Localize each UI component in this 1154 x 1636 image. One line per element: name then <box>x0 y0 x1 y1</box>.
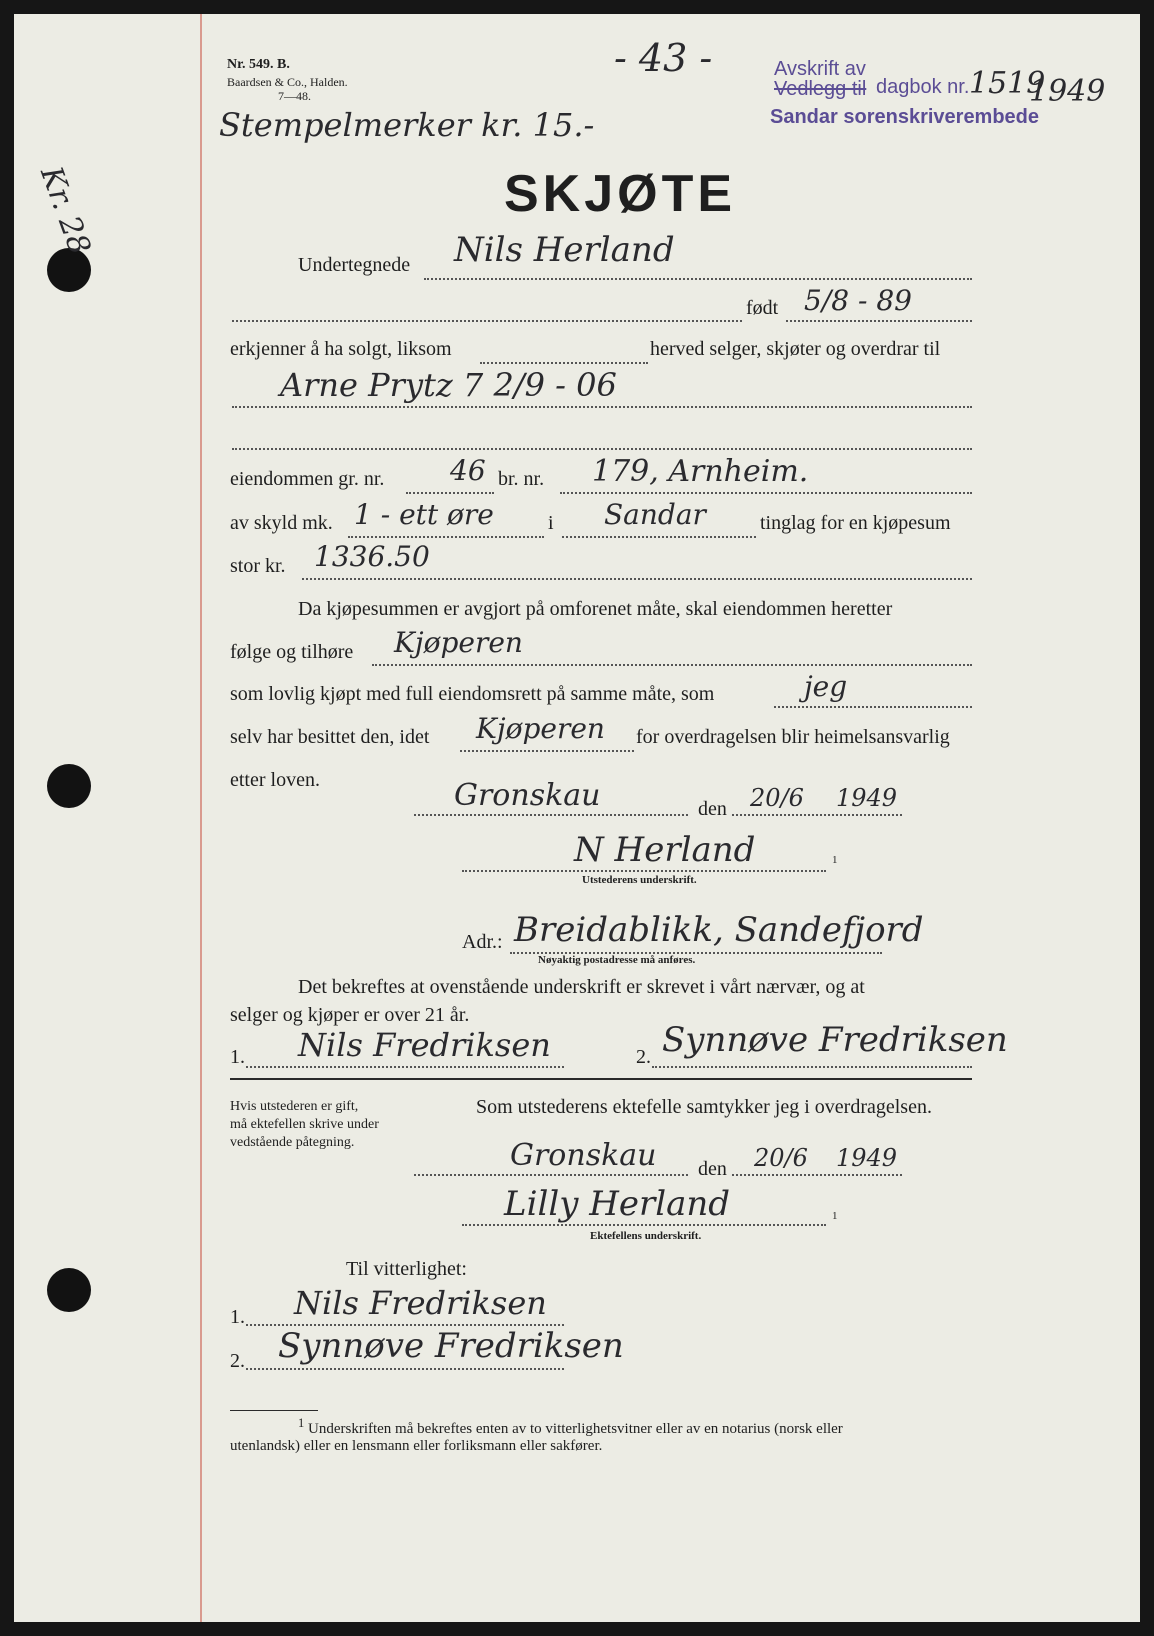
vitne-num-1: 1. <box>230 1306 245 1328</box>
spouse-consent: Som utstederens ektefelle samtykker jeg i overdragelsen. <box>476 1096 932 1118</box>
place2-line <box>414 1174 688 1176</box>
footnote-mark-2: 1 <box>832 1210 838 1222</box>
margin-line <box>200 14 202 1622</box>
folge-value: Kjøperen <box>394 626 523 659</box>
liksom-line <box>480 362 648 364</box>
year2: 1949 <box>836 1144 898 1172</box>
footnote-line-1 <box>298 1416 843 1438</box>
spouse-note-3: vedstående påtegning. <box>230 1135 355 1150</box>
year1: 1949 <box>836 784 898 812</box>
footnote-rule <box>230 1410 318 1411</box>
i-label: i <box>548 512 554 534</box>
etter-loven: etter loven. <box>230 769 320 791</box>
seller-name: Nils Herland <box>454 230 675 270</box>
lovlig-label: som lovlig kjøpt med full eiendomsrett på samme måte, som <box>230 683 715 705</box>
stamp-year: 1949 <box>1029 74 1106 109</box>
stamp-office: Sandar sorenskriverembede <box>770 106 1040 128</box>
seller-extra-line <box>232 320 742 322</box>
buyer-line <box>232 406 972 408</box>
skyld-label: av skyld mk. <box>230 512 333 534</box>
den-label-1: den <box>698 798 727 820</box>
undertegnede-label: Undertegnede <box>298 254 411 276</box>
signature1: N Herland <box>574 830 756 870</box>
skyld-value: 1 - ett øre <box>354 498 494 531</box>
gr-nr-line <box>406 492 494 494</box>
footnote-text-1: Underskriften må bekreftes enten av to vitterlighetsvitner eller av en notarius (norsk eller <box>308 1421 843 1437</box>
footnote-line-2: utenlandsk) eller en lensmann eller forliksmann eller sakfører. <box>230 1438 603 1454</box>
place2: Gronskau <box>510 1138 657 1173</box>
stamp-number: 1519 <box>969 66 1046 101</box>
margin-note: Kr. 28 <box>33 162 98 260</box>
divider-rule <box>230 1078 972 1080</box>
lovlig-line <box>774 706 972 708</box>
adr-label: Adr.: <box>462 931 503 953</box>
vitterlighet-label: Til vitterlighet: <box>346 1258 467 1280</box>
selv-value: Kjøperen <box>476 712 605 745</box>
eiendommen-label: eiendommen gr. nr. <box>230 468 385 490</box>
para-line-1: Da kjøpesummen er avgjort på omforenet måte, skal eiendommen heretter <box>298 598 893 620</box>
witness2-signature: Synnøve Fredriksen <box>662 1020 1008 1060</box>
document-page <box>14 14 1140 1622</box>
buyer-name: Arne Prytz 7 2/9 - 06 <box>280 366 617 404</box>
bekreftes-line-2: selger og kjøper er over 21 år. <box>230 1004 470 1026</box>
tinglag-label: tinglag for en kjøpesum <box>760 512 951 534</box>
footnote-mark-1: 1 <box>832 854 838 866</box>
signature1-line <box>462 870 826 872</box>
punch-hole <box>47 1268 91 1312</box>
spouse-signature: Lilly Herland <box>504 1184 731 1224</box>
fodt-label: født <box>746 297 779 319</box>
address: Breidablikk, Sandefjord <box>514 910 924 950</box>
stamp-fee-note: Stempelmerker kr. 15.- <box>219 106 595 144</box>
stor-kr-label: stor kr. <box>230 555 286 577</box>
selv-line <box>460 750 634 752</box>
page-number: - 43 - <box>614 36 713 80</box>
herved-label: herved selger, skjøter og overdrar til <box>650 338 941 360</box>
den-label-2: den <box>698 1158 727 1180</box>
date2-line <box>732 1174 902 1176</box>
erkjenner-label: erkjenner å ha solgt, liksom <box>230 338 452 360</box>
printer-name: Baardsen & Co., Halden. <box>227 75 348 89</box>
spouse-note-1: Hvis utstederen er gift, <box>230 1099 359 1114</box>
seller-birth: 5/8 - 89 <box>804 284 912 317</box>
bekreftes-line-1: Det bekreftes at ovenstående underskrift er skrevet i vårt nærvær, og at <box>298 976 865 998</box>
place1-line <box>414 814 688 816</box>
witness-num-1: 1. <box>230 1046 245 1068</box>
witness1-line <box>246 1066 564 1068</box>
sig-caption-1: Utstederens underskrift. <box>582 874 697 886</box>
punch-hole <box>47 764 91 808</box>
place1: Gronskau <box>454 778 601 813</box>
tinglag-value: Sandar <box>604 498 706 531</box>
form-number: Nr. 549. B. <box>227 57 290 72</box>
seller-name-line <box>424 278 972 280</box>
date1: 20/6 <box>750 784 804 812</box>
witness-num-2: 2. <box>636 1046 651 1068</box>
stamp-dagbok-label: dagbok nr. <box>876 76 970 98</box>
price-line <box>302 578 972 580</box>
date2: 20/6 <box>754 1144 808 1172</box>
lovlig-value: jeg <box>804 670 848 703</box>
spouse-signature-line <box>462 1224 826 1226</box>
witness1-signature: Nils Fredriksen <box>298 1026 551 1064</box>
br-nr-label: br. nr. <box>498 468 545 490</box>
footnote-mark-3: 1 <box>298 1416 305 1430</box>
br-nr: 179, Arnheim. <box>592 454 809 489</box>
gr-nr: 46 <box>450 454 486 487</box>
vitne2-line <box>246 1368 564 1370</box>
buyer-line-2 <box>232 448 972 450</box>
date1-line <box>732 814 902 816</box>
vitne1-signature: Nils Fredriksen <box>294 1284 547 1322</box>
witness2-line <box>652 1066 972 1068</box>
print-date: 7—48. <box>278 89 311 103</box>
vitne-num-2: 2. <box>230 1350 245 1372</box>
selv-label: selv har besittet den, idet <box>230 726 430 748</box>
stamp-line-top: Avskrift av <box>774 58 866 80</box>
vitne2-signature: Synnøve Fredriksen <box>278 1326 624 1366</box>
skyld-line <box>348 536 544 538</box>
adr-caption: Nøyaktig postadresse må anføres. <box>538 954 696 966</box>
folge-label: følge og tilhøre <box>230 641 354 663</box>
folge-line <box>372 664 972 666</box>
br-nr-line <box>560 492 972 494</box>
sig-caption-2: Ektefellens underskrift. <box>590 1230 702 1242</box>
tinglag-line <box>562 536 756 538</box>
spouse-note-2: må ektefellen skrive under <box>230 1117 379 1132</box>
stamp-line-struck: Vedlegg til <box>774 78 867 100</box>
overdragelsen-label: for overdragelsen blir heimelsansvarlig <box>636 726 950 748</box>
price: 1336.50 <box>314 540 430 573</box>
birth-line <box>786 320 972 322</box>
document-title: SKJØTE <box>504 165 737 223</box>
